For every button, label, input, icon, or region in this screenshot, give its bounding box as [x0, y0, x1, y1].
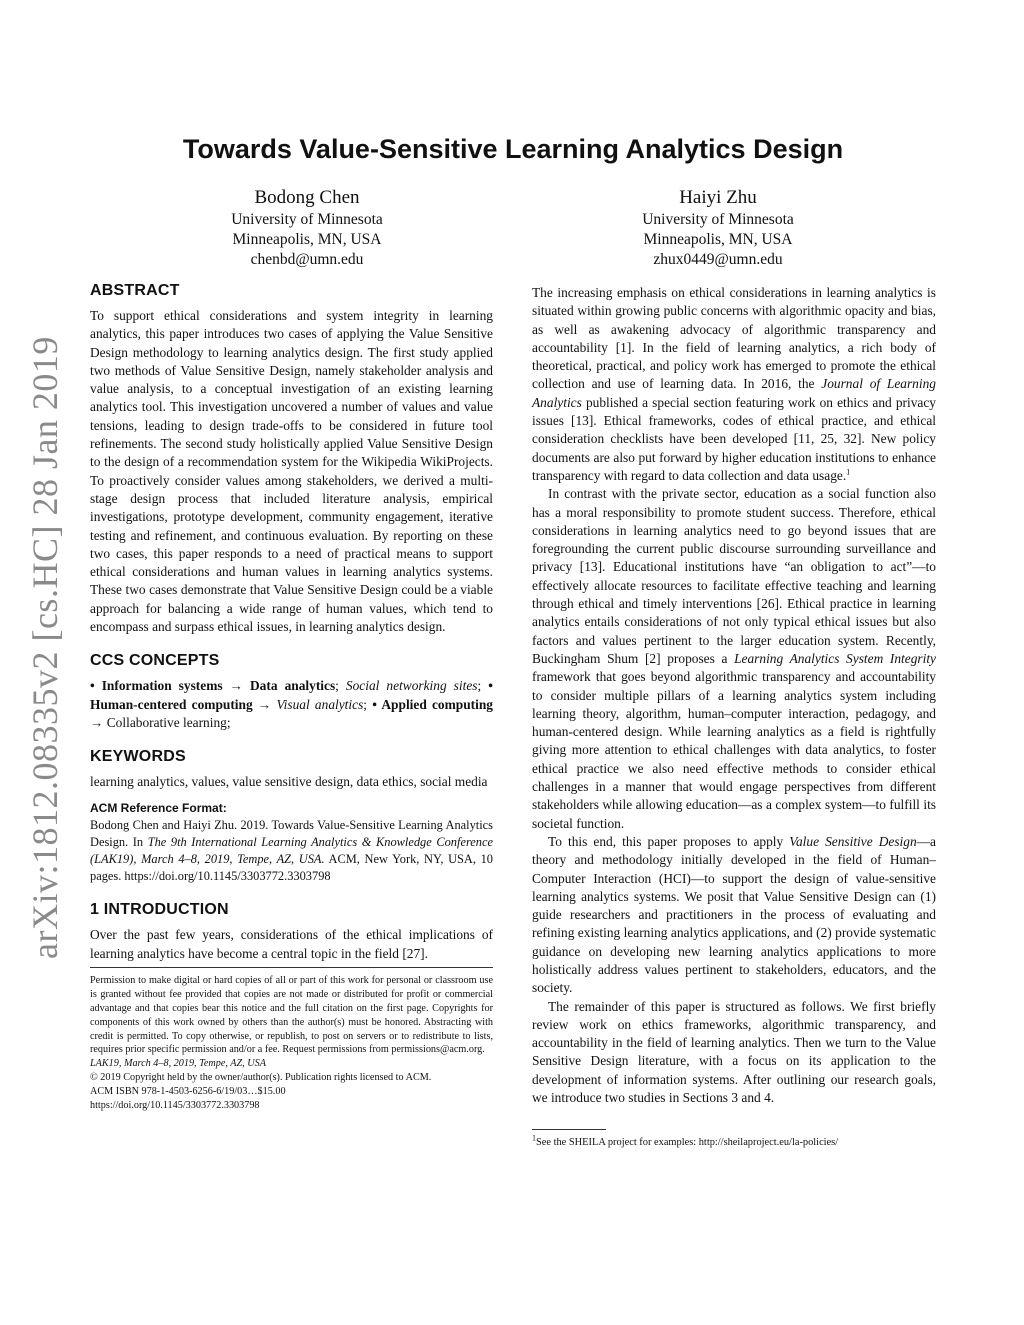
intro-p4-text: To this end, this paper proposes to apply — [548, 833, 790, 849]
ccs-arrow: → — [257, 696, 272, 712]
author-name: Bodong Chen — [254, 187, 360, 208]
ccs-term: • Applied computing — [372, 696, 493, 712]
intro-p2-text: published a special section featuring work on ethics and privacy issues [13]. Ethical frameworks, codes of ethical practice, and ethical consideration checklists have been developed [11, 25, 32]. New policy documents are also put forward by higher education institutions to enhance transparency with regard to data collection and data usage. — [532, 394, 936, 483]
author-affiliation: University of Minnesota — [231, 211, 383, 228]
permission-divider — [90, 967, 493, 968]
ccs-concepts: • Information systems → Data analytics; Social networking sites; • Human-centered computing → Visual analytics; • Applied computing → Collaborative learning; — [90, 678, 493, 730]
ccs-arrow: → — [229, 678, 243, 694]
intro-paragraph-1: Over the past few years, considerations of the ethical implications of learning analytics have become a central topic in the field [27]. — [90, 927, 493, 961]
author-block-2 — [568, 186, 868, 270]
author-block-1 — [157, 186, 457, 270]
intro-p4-text: —a theory and methodology initially developed in the field of Human–Computer Interaction (HCI)—to support the design of value-sensitive learning analytics systems. We posit that Value Sensitive Design can (1) guide researchers and practitioners in the process of evaluating and refining existing learning analytics applications, and (2) provide systematic guidance on developing new learning analytics applications to more holistically address values pertinent to stakeholders, educators, and the society. — [532, 833, 936, 996]
acm-ref-heading: ACM Reference Format: — [90, 800, 227, 815]
intro-paragraph-4 — [532, 833, 936, 998]
author-email: zhux0449@umn.edu — [653, 251, 783, 268]
permission-text: Permission to make digital or hard copies of all or part of this work for personal or classroom use is granted without fee provided that copies are not made or distributed for profit or commercial advantage and that copies bear this notice and the full citation on the first page. Copyrights for components of this work owned by others than the author(s) must be honored. Abstracting with credit is permitted. To copy otherwise, or republish, to post on servers or to redistribute to lists, requires prior specific permission and/or a fee. Request permissions from permissions@acm.org. — [90, 974, 493, 1056]
ccs-term: • Human-centered computing — [90, 678, 493, 712]
author-name: Haiyi Zhu — [679, 187, 757, 208]
footnote-marker: 1 — [846, 467, 851, 477]
intro-p2-text: The increasing emphasis on ethical considerations in learning analytics is situated within growing public concerns with algorithmic opacity and bias, as well as awakening advocacy of algorithmic transparency and accountability [1]. In the field of learning analytics, a rich body of theoretical, practical, and policy work has emerged to promote the ethical collection and use of learning data. In 2016, the — [532, 285, 936, 392]
intro-p3-text: In contrast with the private sector, education as a social function also has a moral responsibility to promote student success. Therefore, ethical considerations in learning analytics need to go beyond issues that are foregrounding the current public discourse surrounding surveillance and privacy [13]. Educational institutions have “an obligation to act”—to effectively allocate resources to facilitate effective teaching and learning through ethical and timely interventions [26]. Ethical practice in learning analytics entails considerations of not only typical ethical issues but also factors and values pertinent to the larger education system. Recently, Buckingham Shum [2] proposes a — [532, 486, 936, 666]
acm-ref-authors: Bodong Chen and Haiyi Zhu. 2019. Towards Value-Sensitive Learning Analytics Design. In — [90, 817, 493, 849]
acm-ref-doi: ACM, New York, NY, USA, 10 pages. https://doi.org/10.1145/3303772.3303798 — [90, 851, 493, 884]
ccs-term: Visual analytics — [276, 696, 364, 712]
ccs-term: Collaborative learning; — [106, 714, 231, 730]
intro-heading: 1 INTRODUCTION — [90, 901, 229, 919]
ccs-term: Data analytics — [250, 678, 336, 694]
permission-venue: LAK19, March 4–8, 2019, Tempe, AZ, USA — [90, 1058, 266, 1070]
paper-title: Towards Value-Sensitive Learning Analytics Design — [182, 134, 844, 164]
abstract-text: To support ethical considerations and system integrity in learning analytics, this paper introduces two cases of applying the Value Sensitive Design methodology to learning analytics design. The first study applied two methods of Value Sensitive Design, namely stakeholder analysis and value analysis, to a conceptual investigation of an existing learning analytics tool. This investigation uncovered a number of values and value tensions, leading to design trade-offs to be considered in future tool refinements. The second study holistically applied Value Sensitive Design to the design of a recommendation system for the Wikipedia WikiProjects. To proactively consider values among stakeholders, we derived a multi-stage design process that included literature analysis, empirical investigations, prototype development, community engagement, iterative testing and refinement, and continuous evaluation. By reporting on these two cases, this paper responds to a need of practical means to support ethical considerations and human values in learning analytics systems. These two cases demonstrate that Value Sensitive Design could be a viable approach for balancing a wide range of human values, which tend to encompass and surpass ethical issues, in learning analytics design. — [90, 308, 493, 635]
framework-name: Learning Analytics System Integrity — [734, 650, 936, 666]
journal-name: Journal of Learning Analytics — [532, 376, 936, 410]
ccs-term: • Information systems — [90, 678, 223, 694]
footnote-divider — [532, 1129, 606, 1130]
intro-p3-text: framework that goes beyond algorithmic transparency and accountability to consider multiple pillars of a learning analytics system including learning theory, algorithm, human–computer interaction, pedagogy, and human-centered design. While learning analytics as a field is rightfully giving more attention to ethical challenges with data analytics, to foster ethical practice we also need effective methods to consider ethical challenges in a manner that would engage perspectives from different stakeholders while allowing education—as a complex system—to fulfill its societal function. — [532, 669, 936, 831]
footnote-mark: 1 — [532, 1133, 536, 1143]
right-column — [532, 284, 936, 1149]
keywords-text: learning analytics, values, value sensitive design, data ethics, social media — [90, 774, 488, 790]
arxiv-identifier: arXiv:1812.08335v2 [cs.HC] 28 Jan 2019 — [25, 336, 65, 959]
permission-block — [90, 974, 493, 1113]
author-location: Minneapolis, MN, USA — [643, 231, 793, 248]
permission-isbn: ACM ISBN 978-1-4503-6256-6/19/03…$15.00 — [90, 1086, 286, 1098]
footnote — [532, 1133, 936, 1149]
left-column — [90, 280, 493, 1113]
intro-paragraph-5: The remainder of this paper is structured as follows. We first briefly review work on ethics frameworks, algorithmic transparency, and accountability in the field of learning analytics. Then we turn to the Value Sensitive Design literature, with a focus on its application to the development of information systems. After outlining our research goals, we introduce two studies in Sections 3 and 4. — [532, 998, 936, 1106]
footnote-text: See the SHEILA project for examples: http://sheilaproject.eu/la-policies/ — [536, 1137, 839, 1149]
permission-copyright: © 2019 Copyright held by the owner/author(s). Publication rights licensed to ACM. — [90, 1072, 432, 1084]
ccs-term: Social networking sites — [345, 678, 478, 694]
author-affiliation: University of Minnesota — [642, 211, 794, 228]
ccs-heading: CCS CONCEPTS — [90, 652, 220, 670]
ccs-arrow: → — [90, 714, 104, 730]
author-email: chenbd@umn.edu — [250, 251, 364, 268]
permission-doi: https://doi.org/10.1145/3303772.3303798 — [90, 1100, 260, 1112]
methodology-name: Value Sensitive Design — [789, 833, 917, 849]
author-location: Minneapolis, MN, USA — [232, 231, 382, 248]
intro-paragraph-2 — [532, 284, 936, 485]
intro-paragraph-3 — [532, 485, 936, 833]
keywords-heading: KEYWORDS — [90, 748, 186, 766]
abstract-heading: ABSTRACT — [90, 282, 180, 299]
acm-ref-venue: The 9th International Learning Analytics & Knowledge Conference (LAK19), March 4–8, 2019, Tempe, AZ, USA. — [90, 834, 493, 866]
acm-ref-text — [90, 817, 493, 886]
